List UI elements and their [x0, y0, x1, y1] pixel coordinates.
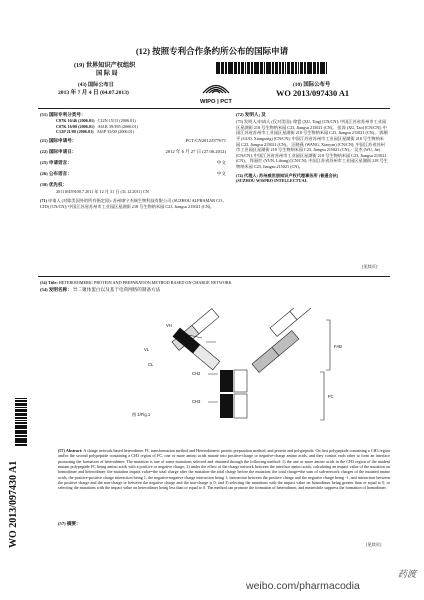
title-divider	[38, 276, 390, 277]
english-title-row: (54) Title: HETERODIMERIC PROTEIN AND PREPARATION METHOD BASED ON CHARGE NETWORK	[40, 280, 232, 285]
abstract-chinese-label: (57) 摘要：	[58, 521, 81, 526]
label-ch3: CH3	[192, 399, 201, 404]
bureau-name: 国 际 局	[96, 70, 118, 77]
continued-link-bottom[interactable]: [见续页]	[366, 542, 382, 547]
agent-text: (SUZHOU WISPRO INTELLECTUAL	[236, 178, 308, 184]
label-vh: VH	[166, 323, 172, 328]
header-divider	[38, 108, 390, 109]
figure-caption: 图 1/Fig.1	[132, 412, 151, 417]
ipc-class-row-2: C07K 16/00 (2006.01) A61K 39/395 (2006.01)	[56, 123, 139, 129]
cl-domain	[192, 309, 219, 334]
bibliographic-right-column	[236, 112, 388, 184]
watermark-name: 药渡	[398, 569, 417, 579]
label-fc: FC	[328, 394, 334, 399]
label-vl: VL	[144, 347, 150, 352]
ipc-class-row-1: C07K 16/46 (2006.01) C12N 15/13 (2006.01)	[56, 118, 136, 123]
label-ch1: CH1	[182, 339, 191, 344]
ch1-domain	[193, 345, 220, 370]
organization-name: (19) 世界知识产权组织	[74, 62, 136, 69]
continued-link-top[interactable]: [见续页]	[362, 264, 378, 269]
publication-number-value: WO 2013/097430 A1	[276, 89, 350, 98]
applicant-block: (71) 申请人 (对除美国外的所有指定国): 苏州康宁杰瑞生物科技有限公司 (SUZHOU ALPHAMAB CO., LTD) [CN/CN]; 中国江苏省苏州市工业园区星湖街 218 号生物纳米园 C23, Jiangsu 215021 (CN)。	[40, 198, 225, 209]
priority-label-row: (30) 优先权：	[40, 182, 68, 187]
label-fab: FAB	[334, 344, 342, 349]
wipo-pct-text: WIPO | PCT	[200, 99, 232, 105]
top-barcode	[216, 62, 382, 74]
document-title: (12) 按照专利合作条约所公布的国际申请	[135, 46, 289, 56]
publication-date-value: 2013 年 7 月 4 日 (04.07.2013)	[58, 90, 129, 96]
label-ch2: CH2	[192, 371, 201, 376]
side-publication-number: WO 2013/097430 A1	[8, 460, 19, 548]
publication-number-label: (10) 国际公布号	[293, 82, 331, 88]
priority-value: 201110459100.7 2011 年 12 月 31 日 (31.12.2011) CN	[56, 189, 149, 194]
agent-label: (74) 代理人: 苏州威世朋知识产权代理事务所 (普通合伙)	[236, 172, 339, 178]
ipc-row: (51) 国际专利分类号：	[40, 112, 86, 117]
publication-language-row: (26) 公布语言： 中文	[40, 171, 226, 176]
publication-date-label: (43) 国际公布日	[78, 82, 114, 88]
chinese-title-row: (54) 发明名称： 异二聚体蛋白以及基于电荷网络的制备方法	[40, 287, 161, 292]
filing-date-row: (22) 国际申请日： 2012 年 6 月 27 日 (27.06.2012)	[40, 149, 226, 154]
ch3-left-domain	[220, 394, 233, 418]
ch2-right-domain	[234, 370, 247, 392]
ch2-left-domain	[220, 370, 233, 392]
antibody-diagram	[80, 308, 400, 432]
application-number-row: (21) 国际申请号： PCT/CN2012/077671	[40, 138, 226, 143]
inventor-label: (72) 发明人; 及	[236, 112, 266, 117]
barcode-bar	[326, 62, 327, 74]
ch3-right-domain	[234, 394, 247, 418]
ipc-class-row-3: C12P 21/08 (2006.01) A61P 35/00 (2006.01)	[56, 129, 135, 135]
watermark-url: weibo.com/pharmacodia	[246, 580, 360, 592]
inventor-block: (75) 发明人/申请人 (仅对美国): 徐霆 (XU, Ting) [CN/CN]; 中国江苏省苏州市工业园区星湖街 218 号生物纳米园 C23, Jiangsu 215021 (CN)。 张涛 (XU, Tao) [CN/CN]; 中国江苏省苏州市工业园区星湖街 218 号生物纳米园 C23, Jiangsu 215021 (CN)。 郭顺平 (GUO, Xiangxing) [CN/CN]; 中国江苏省苏州市工业园区星湖街 218 号生物纳米园 C23, Jiangsu 215021 (CN)。 汪晓燕 (WANG, Xiaoyan) [CN/CN]; 中国江苏省苏州市工业园区星湖街 218 号生物纳米园 C23, Jiangsu 215021 (CN)。 吴杰 (WU, Jie) [CN/CN]; 中国江苏省苏州市工业园区星湖街 218 号生物纳米园 C23, Jiangsu 215021 (CN)。 恽丽红 (YUN, Lihong) [CN/CN]; 中国江苏省苏州市工业园区星湖街 218 号生物纳米园 C23, Jiangsu 215021 (CN)。	[236, 119, 388, 169]
filing-language-row: (25) 申请语言： 中文	[40, 160, 226, 165]
fc-bracket	[320, 372, 324, 420]
figure-1	[80, 308, 400, 432]
label-cl: CL	[148, 362, 154, 367]
fab-bracket	[326, 320, 330, 370]
abstract-english: (57) Abstract: A charge network based heterodimer FC transformation method and Heterodimeric protein preparation method, and protein and polypeptide. On first polypeptide containing a CH3 region and/or the second polypeptide containing a CH3 region of FC, one or more amino acids mutate into positive-charge or negative-charge amino acids, and they contact each other to form an interface promoting the formation of heterodimer. The mutation is one of some mutations selected and obtained through the following method: 1) the one or more amino acids in the CH3 region of the madent mutant polypeptide FC being amino acids with a positive or negative charge; 2) under the effect of the charge network between the interface amino acids, calculating an impact value of the mutation on homodimer and heterodimer: the mutation impact value=the total charge after the mutation-the total charge before the mutation; the total charge=the sum of sub-network charges of the mutated amino acids, the positive-positive charge interaction being 1, the negative-negative charge interaction being 1, interaction between the positive charge and the negative charge being -1, and interaction between the positive charge and the non-charge or between the negative charge and the non-charge is 0; and 3) selecting the mutations with the impact value on homodimer being greater than or equal to 0, or selecting the mutations with the impact value on heterodimer being less than or equal to 0. The method can promote the formation of heterodimer, and meanwhile suppress the formation of homodimer.	[58, 448, 390, 491]
